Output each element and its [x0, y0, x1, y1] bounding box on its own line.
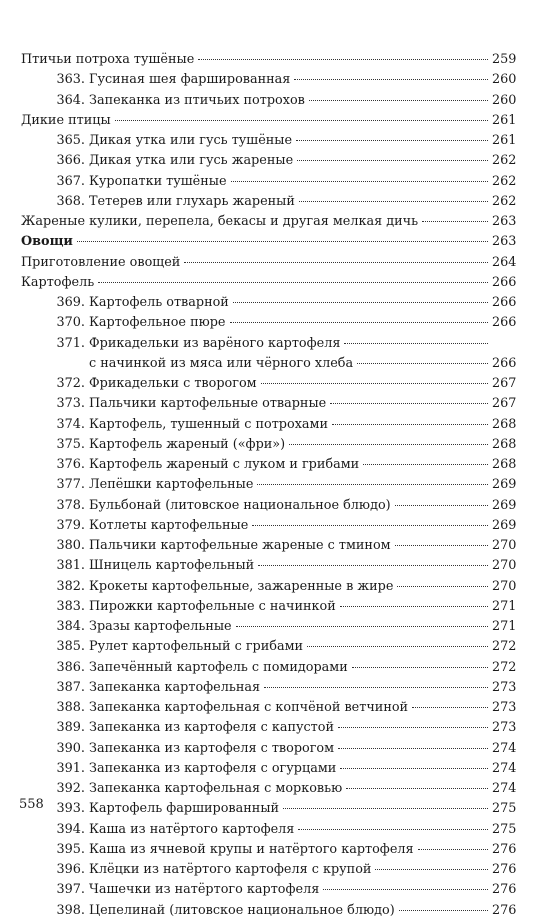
toc-entry — [21, 880, 516, 900]
toc-entry-title: Лепёшки картофельные — [89, 477, 254, 493]
toc-entry-number: 377. — [56, 477, 85, 493]
toc-entry-number: 378. — [56, 497, 85, 513]
dot-leader — [346, 784, 488, 789]
toc-entry — [21, 475, 516, 495]
toc-entry — [21, 860, 516, 880]
toc-entry — [21, 577, 516, 597]
toc-entry-page: 262 — [492, 173, 517, 189]
toc-entry-number: 382. — [56, 578, 85, 594]
dot-leader — [297, 156, 488, 161]
toc-entry-title: Картофельное пюре — [89, 315, 226, 331]
toc-entry-title: Цепелинай (литовское национальное блюдо) — [89, 902, 395, 918]
toc-entry-title: Дикая утка или гусь жареные — [89, 153, 294, 169]
toc-entry-page: 271 — [492, 598, 517, 614]
toc-entry-page: 276 — [492, 902, 517, 918]
toc-entry-number: 395. — [56, 841, 85, 857]
table-of-contents — [21, 50, 516, 921]
toc-entry-number: 375. — [56, 436, 85, 452]
toc-entry-number: 389. — [56, 720, 85, 736]
toc-entry — [21, 334, 516, 354]
dot-leader — [363, 460, 488, 465]
toc-entry-page: 273 — [492, 700, 517, 715]
toc-entry — [21, 354, 516, 374]
toc-entry — [21, 91, 516, 111]
dot-leader — [299, 197, 488, 202]
toc-entry-title: Картофель жареный («фри») — [89, 436, 286, 452]
toc-entry — [21, 820, 516, 840]
toc-entry-title: Фрикадельки из варёного картофеля — [89, 335, 341, 351]
dot-leader — [294, 75, 488, 80]
dot-leader — [233, 298, 488, 303]
toc-entry — [21, 394, 516, 414]
toc-entry-page: 276 — [492, 882, 517, 898]
toc-entry-title: Дикая утка или гусь тушёные — [89, 133, 293, 148]
toc-entry — [21, 799, 516, 819]
toc-entry-number: 369. — [56, 295, 85, 310]
toc-entry — [21, 658, 516, 678]
toc-entry-title: Крокеты картофельные, зажаренные в жире — [89, 578, 394, 594]
toc-entry-title: Тетерев или глухарь жареный — [89, 193, 295, 209]
dot-leader — [422, 217, 488, 222]
toc-entry — [21, 151, 516, 171]
toc-entry-number: 394. — [56, 821, 85, 837]
toc-entry — [21, 516, 516, 536]
toc-entry-page: 269 — [492, 477, 517, 493]
toc-entry-page: 269 — [492, 497, 517, 513]
toc-entry-title: Фрикадельки с творогом — [89, 376, 257, 391]
dot-leader — [307, 642, 488, 647]
toc-entry-number: 363. — [56, 72, 85, 88]
toc-entry-title: Запеканка из картофеля с огурцами — [89, 760, 337, 776]
toc-entry-page: 266 — [492, 295, 517, 310]
toc-entry-number: 384. — [56, 619, 85, 634]
toc-entry-title: Пальчики картофельные жареные с тмином — [89, 538, 391, 553]
toc-entry-page: 273 — [492, 679, 517, 695]
dot-leader — [98, 278, 488, 283]
dot-leader — [309, 96, 488, 101]
toc-entry-number: 388. — [56, 700, 85, 715]
toc-entry-page: 269 — [492, 517, 517, 533]
toc-entry — [21, 718, 516, 738]
toc-entry-title: Каша из натёртого картофеля — [89, 821, 295, 837]
toc-entry-title: Рулет картофельный с грибами — [89, 639, 304, 655]
toc-entry — [21, 759, 516, 779]
toc-entry — [21, 901, 516, 921]
toc-entry — [21, 637, 516, 657]
toc-entry-title: Пальчики картофельные отварные — [89, 396, 327, 412]
toc-entry-page: 266 — [492, 355, 517, 371]
toc-entry-title: Картофель — [21, 274, 95, 290]
toc-entry-number: 368. — [56, 193, 85, 209]
toc-entry-title: Картофель, тушенный с потрохами — [89, 416, 329, 432]
dot-leader — [184, 258, 488, 263]
dot-leader — [257, 480, 488, 485]
toc-entry-number: 383. — [56, 598, 85, 614]
toc-entry-number: 379. — [56, 517, 85, 533]
toc-entry-page: 268 — [492, 416, 517, 432]
toc-entry-title: Гусиная шея фаршированная — [89, 72, 291, 88]
dot-leader — [375, 865, 488, 870]
toc-entry-number: 372. — [56, 376, 85, 391]
toc-entry-title: Клёцки из натёртого картофеля с крупой — [89, 862, 372, 877]
toc-entry-page: 268 — [492, 436, 517, 452]
toc-entry-title: Пирожки картофельные с начинкой — [89, 598, 336, 614]
toc-entry-number: 393. — [56, 801, 85, 817]
toc-entry-page: 266 — [492, 315, 517, 331]
toc-entry-title: Чашечки из натёртого картофеля — [89, 882, 320, 898]
toc-entry-number: 390. — [56, 740, 85, 756]
toc-entry — [21, 415, 516, 435]
toc-entry-title: Запеканка картофельная с морковью — [89, 781, 343, 796]
toc-entry-page: 259 — [492, 52, 517, 67]
dot-leader — [236, 622, 488, 627]
toc-entry-title: Запеканка из картофеля с творогом — [89, 740, 335, 756]
toc-entry-page: 264 — [492, 254, 517, 270]
toc-entry-page: 272 — [492, 639, 517, 655]
toc-entry — [21, 313, 516, 333]
toc-entry-title: Зразы картофельные — [89, 619, 232, 634]
toc-entry-number: 385. — [56, 639, 85, 655]
dot-leader — [412, 703, 488, 708]
toc-entry — [21, 779, 516, 799]
toc-entry-number: 387. — [56, 679, 85, 695]
dot-leader — [418, 845, 488, 850]
toc-entry — [21, 374, 516, 394]
toc-entry — [21, 739, 516, 759]
toc-entry-number: 365. — [56, 133, 85, 148]
dot-leader — [340, 602, 488, 607]
toc-section-entry — [21, 232, 516, 252]
dot-leader — [344, 339, 488, 344]
toc-section-entry — [21, 212, 516, 232]
toc-entry-page: 261 — [492, 133, 517, 148]
dot-leader — [289, 440, 488, 445]
toc-entry-title: Запечённый картофель с помидорами — [89, 659, 348, 675]
toc-entry-number: 373. — [56, 396, 85, 412]
toc-entry-title: Бульбонай (литовское национальное блюдо) — [89, 497, 391, 513]
toc-entry-page: 274 — [492, 740, 517, 756]
toc-entry-page: 275 — [492, 801, 517, 817]
toc-entry — [21, 192, 516, 212]
toc-entry-number: 391. — [56, 760, 85, 776]
dot-leader — [395, 541, 488, 546]
dot-leader — [77, 237, 488, 242]
toc-entry-title: Запеканка из птичьих потрохов — [89, 92, 305, 108]
dot-leader — [332, 420, 488, 425]
dot-leader — [330, 399, 488, 404]
dot-leader — [252, 521, 488, 526]
dot-leader — [296, 136, 488, 141]
toc-entry-title: Приготовление овощей — [21, 254, 181, 270]
dot-leader — [338, 744, 488, 749]
dot-leader — [258, 561, 488, 566]
dot-leader — [264, 683, 488, 688]
toc-entry-page: 263 — [492, 234, 517, 250]
toc-entry — [21, 455, 516, 475]
toc-entry-title: Запеканка картофельная с копчёной ветчиной — [89, 700, 409, 715]
toc-entry-title: Овощи — [21, 234, 73, 250]
toc-entry-page: 274 — [492, 781, 517, 796]
toc-entry-number: 371. — [56, 335, 85, 351]
toc-entry — [21, 496, 516, 516]
toc-section-entry — [21, 111, 516, 131]
toc-entry-number: 370. — [56, 315, 85, 331]
toc-entry-title: Картофель фаршированный — [89, 801, 280, 817]
toc-entry-title: Котлеты картофельные — [89, 517, 249, 533]
toc-entry — [21, 617, 516, 637]
toc-entry — [21, 172, 516, 192]
toc-entry-page: 272 — [492, 659, 517, 675]
toc-entry-number: 374. — [56, 416, 85, 432]
toc-entry-title: Запеканка из картофеля с капустой — [89, 720, 334, 736]
toc-entry-number: 396. — [56, 862, 85, 877]
toc-entry-number: 376. — [56, 457, 85, 472]
toc-entry-number: 398. — [56, 902, 85, 918]
dot-leader — [231, 177, 488, 182]
toc-entry-number: 381. — [56, 558, 85, 574]
page-number: 558 — [19, 797, 44, 812]
toc-entry — [21, 70, 516, 90]
toc-entry — [21, 840, 516, 860]
toc-entry — [21, 678, 516, 698]
toc-entry-title: Дикие птицы — [21, 112, 111, 128]
toc-entry-title: Куропатки тушёные — [89, 173, 227, 189]
toc-entry-title: Каша из ячневой крупы и натёртого картофеля — [89, 841, 414, 857]
dot-leader — [261, 379, 488, 384]
toc-entry-number: 397. — [56, 882, 85, 898]
toc-entry — [21, 293, 516, 313]
toc-entry-page: 270 — [492, 578, 517, 594]
toc-section-entry — [21, 253, 516, 273]
toc-entry-title: Жареные кулики, перепела, бекасы и другая мелкая дичь — [21, 214, 419, 229]
dot-leader — [230, 318, 488, 323]
toc-entry-title: Картофель отварной — [89, 295, 229, 310]
toc-entry-number: 366. — [56, 153, 85, 169]
toc-entry-page: 270 — [492, 558, 517, 574]
dot-leader — [323, 885, 488, 890]
toc-entry-page: 267 — [492, 396, 517, 412]
toc-entry-page: 260 — [492, 72, 517, 88]
dot-leader — [338, 723, 488, 728]
toc-entry-title: Запеканка картофельная — [89, 679, 261, 695]
toc-section-entry — [21, 50, 516, 70]
toc-entry-number: 367. — [56, 173, 85, 189]
dot-leader — [283, 804, 488, 809]
toc-entry-page: 262 — [492, 193, 517, 209]
toc-entry-page: 270 — [492, 538, 517, 553]
toc-entry-page: 276 — [492, 862, 517, 877]
dot-leader — [298, 825, 488, 830]
toc-entry-number: 392. — [56, 781, 85, 796]
dot-leader — [357, 359, 488, 364]
toc-entry-page: 274 — [492, 760, 517, 776]
toc-entry-number: 380. — [56, 538, 85, 553]
toc-entry-number: 386. — [56, 659, 85, 675]
toc-entry — [21, 435, 516, 455]
dot-leader — [115, 116, 488, 121]
toc-entry-title: с начинкой из мяса или чёрного хлеба — [89, 355, 354, 371]
toc-entry-page: 262 — [492, 153, 517, 169]
toc-entry — [21, 597, 516, 617]
toc-entry-title: Картофель жареный с луком и грибами — [89, 457, 360, 472]
toc-entry-page: 268 — [492, 457, 517, 472]
toc-entry — [21, 698, 516, 718]
toc-entry-title: Шницель картофельный — [89, 558, 255, 574]
toc-entry — [21, 556, 516, 576]
dot-leader — [397, 582, 488, 587]
toc-entry-page: 267 — [492, 376, 517, 391]
toc-entry-page: 271 — [492, 619, 517, 634]
toc-entry — [21, 131, 516, 151]
toc-entry-page: 266 — [492, 274, 517, 290]
dot-leader — [340, 764, 488, 769]
toc-entry-page: 275 — [492, 821, 517, 837]
toc-entry-page: 263 — [492, 214, 517, 229]
toc-entry — [21, 536, 516, 556]
toc-entry-page: 261 — [492, 112, 517, 128]
toc-entry-page: 260 — [492, 92, 517, 108]
toc-entry-page: 273 — [492, 720, 517, 736]
toc-entry-number: 364. — [56, 92, 85, 108]
dot-leader — [198, 55, 488, 60]
toc-entry-page: 276 — [492, 841, 517, 857]
dot-leader — [395, 501, 488, 506]
toc-entry-title: Птичьи потроха тушёные — [21, 52, 195, 67]
toc-section-entry — [21, 273, 516, 293]
dot-leader — [399, 906, 488, 911]
dot-leader — [352, 663, 488, 668]
